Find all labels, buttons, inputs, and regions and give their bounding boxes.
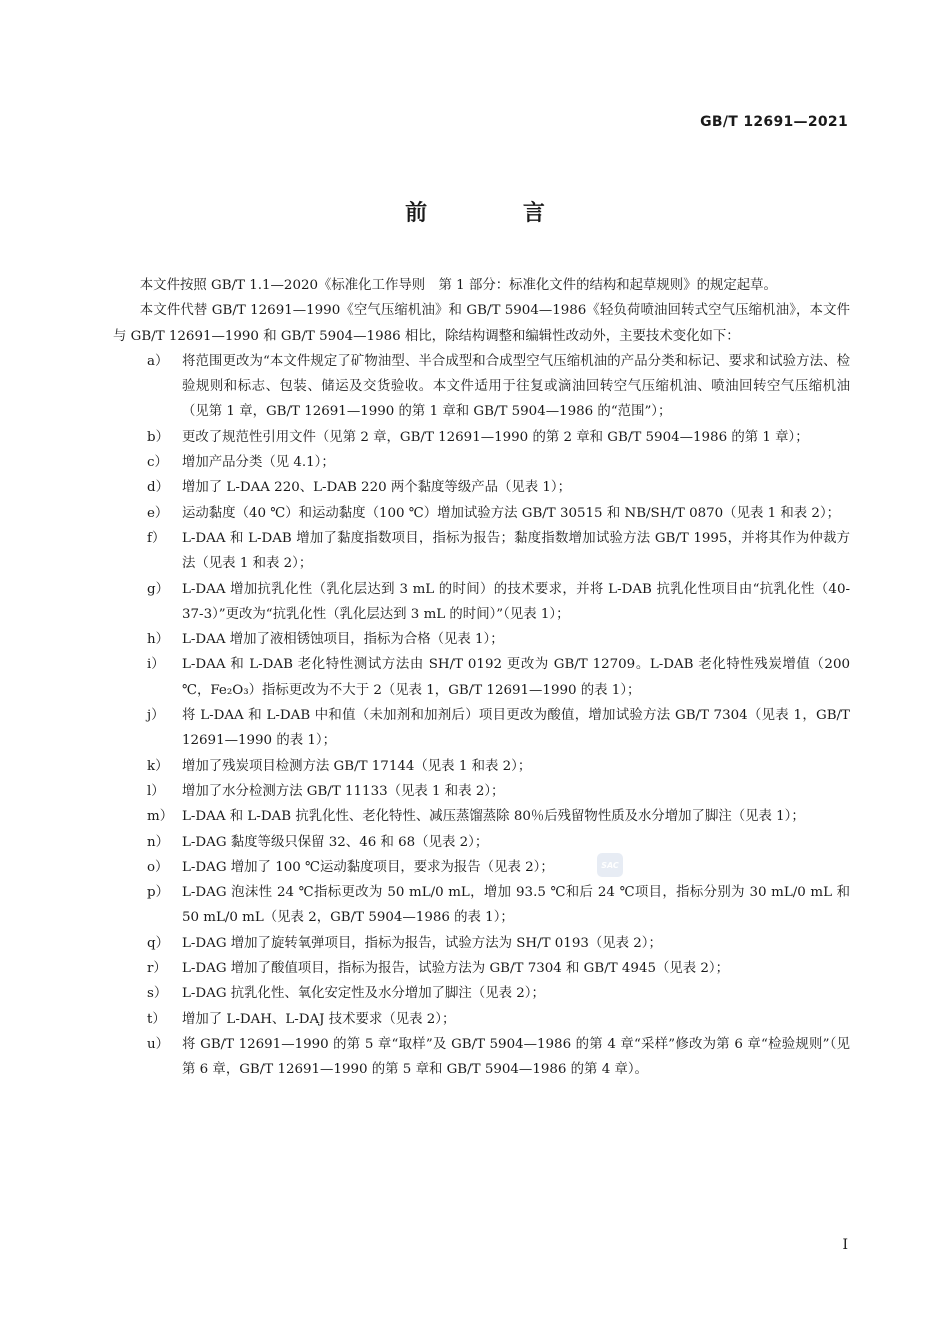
list-item-text: 运动黏度（40 ℃）和运动黏度（100 ℃）增加试验方法 GB/T 30515 和 NB/SH/T 0870（见表 1 和表 2）； <box>182 505 841 521</box>
list-marker: j） <box>147 708 165 724</box>
page-title <box>0 196 950 227</box>
list-marker: i） <box>147 657 165 673</box>
list-item-text: 增加了残炭项目检测方法 GB/T 17144（见表 1 和表 2）； <box>182 758 532 774</box>
list-marker: g） <box>147 581 169 597</box>
list-marker: h） <box>147 632 170 648</box>
list-item-text: L-DAA 和 L-DAB 增加了黏度指数项目，指标为报告；黏度指数增加试验方法 GB/T 1995，并将其作为仲裁方法（见表 1 和表 2）； <box>182 530 850 572</box>
list-item <box>113 652 850 703</box>
watermark-logo <box>597 853 623 877</box>
list-marker: r） <box>147 961 167 977</box>
list-marker: p） <box>147 885 169 901</box>
list-item-text: 增加了水分检测方法 GB/T 11133（见表 1 和表 2）； <box>182 783 505 799</box>
list-marker: f） <box>147 530 166 546</box>
list-marker: o） <box>147 859 169 875</box>
list-marker: s） <box>147 986 168 1002</box>
list-item-text: L-DAA 增加抗乳化性（乳化层达到 3 mL 的时间）的技术要求，并将 L-DAB 抗乳化性项目由“抗乳化性（40-37-3）”更改为“抗乳化性（乳化层达到 3 mL 的时间）”（见表 1）； <box>182 581 850 622</box>
list-marker: q） <box>147 935 169 951</box>
list-item-text: L-DAG 增加了酸值项目，指标为报告，试验方法为 GB/T 7304 和 GB/T 4945（见表 2）； <box>182 961 730 977</box>
list-item <box>113 1032 850 1083</box>
list-item-text: 增加产品分类（见 4.1）； <box>182 455 335 471</box>
list-marker: l） <box>147 783 165 799</box>
list-item <box>113 703 850 754</box>
list-item-text: L-DAG 抗乳化性、氧化安定性及水分增加了脚注（见表 2）； <box>182 986 545 1002</box>
standard-code: GB/T 12691—2021 <box>700 114 848 130</box>
list-item <box>113 577 850 628</box>
list-item-text: L-DAA 和 L-DAB 老化特性测试方法由 SH/T 0192 更改为 GB/T 12709。L-DAB 老化特性残炭增值（200 ℃，Fe₂O₃）指标更改为不大于 2（见表 1，GB/T 12691—1990 的表 1）； <box>182 657 850 698</box>
list-item-text: 将范围更改为“本文件规定了矿物油型、半合成型和合成型空气压缩机油的产品分类和标记、要求和试验方法、检验规则和标志、包装、储运及交货验收。本文件适用于往复或滴油回转空气压缩机油、喷油回转空气压缩机油（见第 1 章，GB/T 12691—1990 的第 1 章和 GB/T 5904—1986 的“范围”）； <box>182 353 850 420</box>
list-marker: t） <box>147 1011 166 1027</box>
list-marker: a） <box>147 353 169 369</box>
list-item <box>113 804 850 829</box>
list-item-text: 将 GB/T 12691—1990 的第 5 章“取样”及 GB/T 5904—1986 的第 4 章“采样”修改为第 6 章“检验规则”（见第 6 章，GB/T 12691—1990 的第 5 章和 GB/T 5904—1986 的第 4 章）。 <box>182 1036 850 1078</box>
list-item <box>113 981 850 1006</box>
list-item <box>113 1007 850 1032</box>
changes-list <box>113 349 850 1083</box>
list-item-text: L-DAG 黏度等级只保留 32、46 和 68（见表 2）； <box>182 834 489 850</box>
page-number: Ⅰ <box>842 1237 848 1253</box>
list-marker: m） <box>147 809 174 825</box>
list-item-text: L-DAG 增加了旋转氧弹项目，指标为报告，试验方法为 SH/T 0193（见表 2）； <box>182 935 662 951</box>
list-item-text: L-DAA 和 L-DAB 抗乳化性、老化特性、减压蒸馏蒸除 80％后残留物性质及水分增加了脚注（见表 1）； <box>182 809 805 825</box>
list-item-text: L-DAG 增加了 100 ℃运动黏度项目，要求为报告（见表 2）； <box>182 859 554 875</box>
list-item <box>113 855 850 880</box>
list-item <box>113 830 850 855</box>
list-marker: n） <box>147 834 170 850</box>
list-item-text: L-DAG 泡沫性 24 ℃指标更改为 50 mL/0 mL，增加 93.5 ℃和后 24 ℃项目，指标分别为 30 mL/0 mL 和 50 mL/0 mL（见表 2，GB/T 5904—1986 的表 1）； <box>182 885 850 926</box>
list-item-text: 增加了 L-DAH、L-DAJ 技术要求（见表 2）； <box>182 1011 456 1027</box>
list-item <box>113 526 850 577</box>
page-title-text: 前 言 <box>405 201 589 226</box>
paragraph: 本文件代替 GB/T 12691—1990《空气压缩机油》和 GB/T 5904—1986《轻负荷喷油回转式空气压缩机油》，本文件与 GB/T 12691—1990 和 GB/T 5904—1986 相比，除结构调整和编辑性改动外，主要技术变化如下： <box>113 303 850 344</box>
list-item <box>113 880 850 931</box>
list-marker: k） <box>147 758 169 774</box>
list-marker: d） <box>147 480 169 496</box>
list-item <box>113 475 850 500</box>
list-marker: c） <box>147 455 168 471</box>
list-marker: e） <box>147 505 169 521</box>
list-item <box>113 501 850 526</box>
list-item-text: 将 L-DAA 和 L-DAB 中和值（未加剂和加剂后）项目更改为酸值，增加试验方法 GB/T 7304（见表 1，GB/T 12691—1990 的表 1）； <box>182 708 850 749</box>
watermark-text: SAC <box>601 860 619 870</box>
list-item <box>113 627 850 652</box>
list-item <box>113 349 850 425</box>
list-item <box>113 450 850 475</box>
list-item <box>113 956 850 981</box>
foreword-body <box>113 273 850 1083</box>
list-item-text: 增加了 L-DAA 220、L-DAB 220 两个黏度等级产品（见表 1）； <box>182 480 572 496</box>
list-marker: u） <box>147 1036 170 1052</box>
paragraph: 本文件按照 GB/T 1.1—2020《标准化工作导则 第 1 部分：标准化文件的结构和起草规则》的规定起草。 <box>139 278 777 293</box>
list-marker: b） <box>147 429 169 445</box>
list-item <box>113 425 850 450</box>
list-item <box>113 931 850 956</box>
list-item-text: L-DAA 增加了液相锈蚀项目，指标为合格（见表 1）； <box>182 632 504 648</box>
list-item <box>113 754 850 779</box>
list-item-text: 更改了规范性引用文件（见第 2 章，GB/T 12691—1990 的第 2 章和 GB/T 5904—1986 的第 1 章）； <box>182 429 809 445</box>
list-item <box>113 779 850 804</box>
